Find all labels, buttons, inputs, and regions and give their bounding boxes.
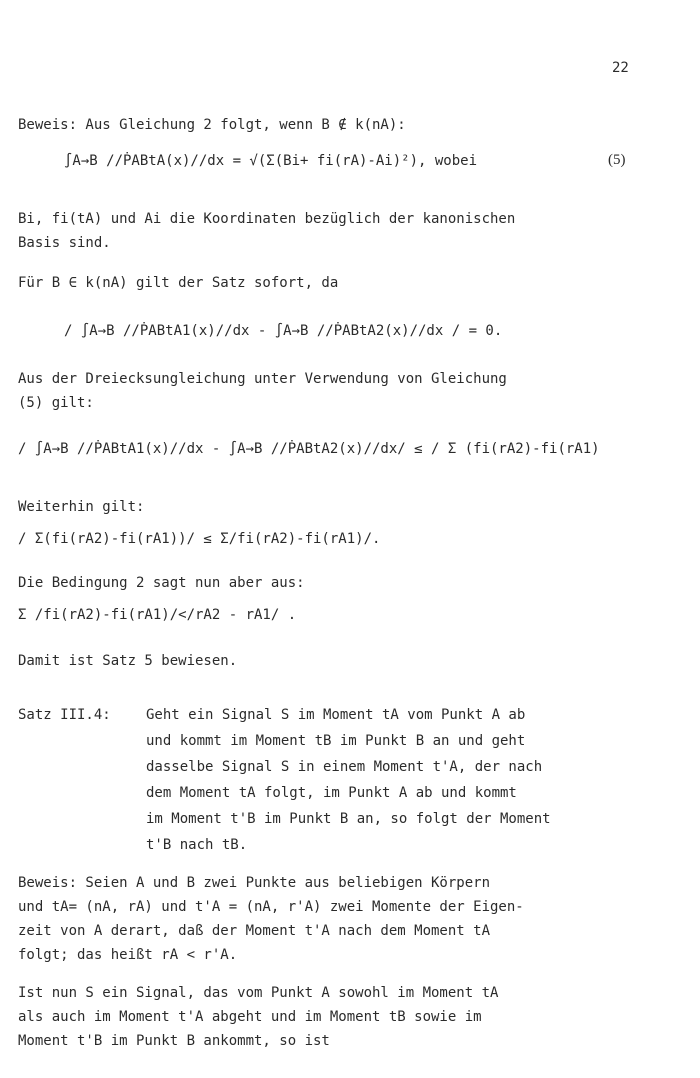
equation-line: / ∫A→B //ṖABtA1(x)//dx - ∫A→B //ṖABtA2(x)//dx / = 0.: [64, 323, 503, 339]
text-line: Basis sind.: [18, 235, 111, 251]
theorem-line: im Moment t'B im Punkt B an, so folgt der Moment: [146, 811, 551, 827]
equation-line: ∫A→B //ṖABtA(x)//dx = √(Σ(Bi+ fi(rA)-Ai)²), wobei: [64, 153, 478, 169]
text-line: (5) gilt:: [18, 395, 94, 411]
equation-line: / ∫A→B //ṖABtA1(x)//dx - ∫A→B //ṖABtA2(x)//dx/ ≤ / Σ (fi(rA2)-fi(rA1): [18, 441, 600, 457]
proof-line: folgt; das heißt rA < r'A.: [18, 947, 238, 963]
theorem-line: Geht ein Signal S im Moment tA vom Punkt A ab: [146, 707, 526, 723]
text-line: Beweis: Aus Gleichung 2 folgt, wenn B ∉ k(nA):: [18, 117, 406, 133]
equation-line: Σ /fi(rA2)-fi(rA1)/</rA2 - rA1/ .: [18, 607, 297, 623]
text-line: Aus der Dreiecksungleichung unter Verwendung von Gleichung: [18, 371, 507, 387]
proof-line: Ist nun S ein Signal, das vom Punkt A sowohl im Moment tA: [18, 985, 499, 1001]
proof-line: Beweis: Seien A und B zwei Punkte aus beliebigen Körpern: [18, 875, 491, 891]
text-line: Für B ∈ k(nA) gilt der Satz sofort, da: [18, 275, 339, 291]
text-line: Weiterhin gilt:: [18, 499, 145, 515]
theorem-line: dasselbe Signal S in einem Moment t'A, der nach: [146, 759, 543, 775]
equation-number: (5): [608, 152, 626, 168]
proof-line: als auch im Moment t'A abgeht und im Moment tB sowie im: [18, 1009, 482, 1025]
text-line: Bi, fi(tA) und Ai die Koordinaten bezüglich der kanonischen: [18, 211, 516, 227]
proof-line: und tA= (nA, rA) und t'A = (nA, r'A) zwei Momente der Eigen-: [18, 899, 524, 915]
equation-line: / Σ(fi(rA2)-fi(rA1))/ ≤ Σ/fi(rA2)-fi(rA1)/.: [18, 531, 381, 547]
text-line: Damit ist Satz 5 bewiesen.: [18, 653, 238, 669]
page-number: 22: [612, 60, 629, 76]
text-line: Die Bedingung 2 sagt nun aber aus:: [18, 575, 305, 591]
theorem-line: und kommt im Moment tB im Punkt B an und geht: [146, 733, 526, 749]
theorem-label: Satz III.4:: [18, 707, 111, 723]
proof-line: zeit von A derart, daß der Moment t'A nach dem Moment tA: [18, 923, 491, 939]
proof-line: Moment t'B im Punkt B ankommt, so ist: [18, 1033, 330, 1049]
theorem-line: dem Moment tA folgt, im Punkt A ab und kommt: [146, 785, 517, 801]
theorem-line: t'B nach tB.: [146, 837, 248, 853]
